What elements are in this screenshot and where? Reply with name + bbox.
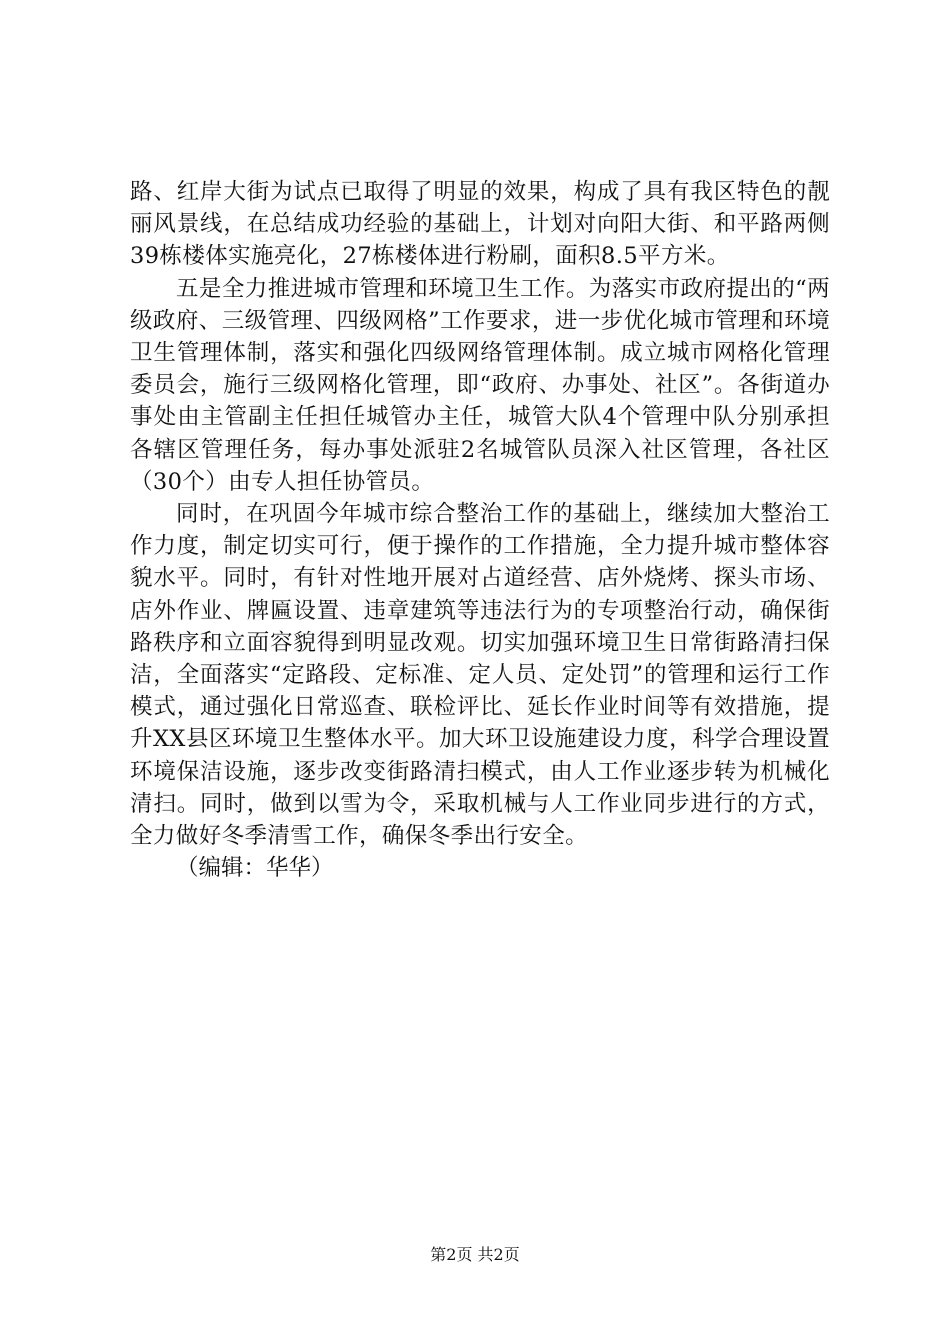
editor-credit: （编辑：华华） xyxy=(176,855,334,882)
paragraph-1: 路、红岸大街为试点已取得了明显的效果，构成了具有我区特色的靓丽风景线，在总结成功经验的基础上，计划对向阳大街、和平路两侧39栋楼体实施亮化，27栋楼体进行粉刷，面积8.5平方米。 xyxy=(130,179,830,270)
paragraph-2: 五是全力推进城市管理和环境卫生工作。为落实市政府提出的“两级政府、三级管理、四级网格”工作要求，进一步优化城市管理和环境卫生管理体制，落实和强化四级网络管理体制。成立城市网格化管理委员会，施行三级网格化管理，即“政府、办事处、社区”。各街道办事处由主管副主任担任城管办主任，城管大队4个管理中队分别承担各辖区管理任务，每办事处派驻2名城管队员深入社区管理，各社区（30个）由专人担任协管员。 xyxy=(130,275,830,495)
paragraph-3: 同时，在巩固今年城市综合整治工作的基础上，继续加大整治工作力度，制定切实可行，便于操作的工作措施，全力提升城市整体容貌水平。同时，有针对性地开展对占道经营、店外烧烤、探头市场、店外作业、牌匾设置、违章建筑等违法行为的专项整治行动，确保街路秩序和立面容貌得到明显改观。切实加强环境卫生日常街路清扫保洁，全面落实“定路段、定标准、定人员、定处罚”的管理和运行工作模式，通过强化日常巡查、联检评比、延长作业时间等有效措施，提升XX县区环境卫生整体水平。加大环卫设施建设力度，科学合理设置环境保洁设施，逐步改变街路清扫模式，由人工作业逐步转为机械化清扫。同时，做到以雪为令，采取机械与人工作业同步进行的方式，全力做好冬季清雪工作，确保冬季出行安全。 xyxy=(130,501,830,850)
page-number-footer: 第2页 共2页 xyxy=(430,1245,520,1264)
document-body xyxy=(130,176,830,884)
